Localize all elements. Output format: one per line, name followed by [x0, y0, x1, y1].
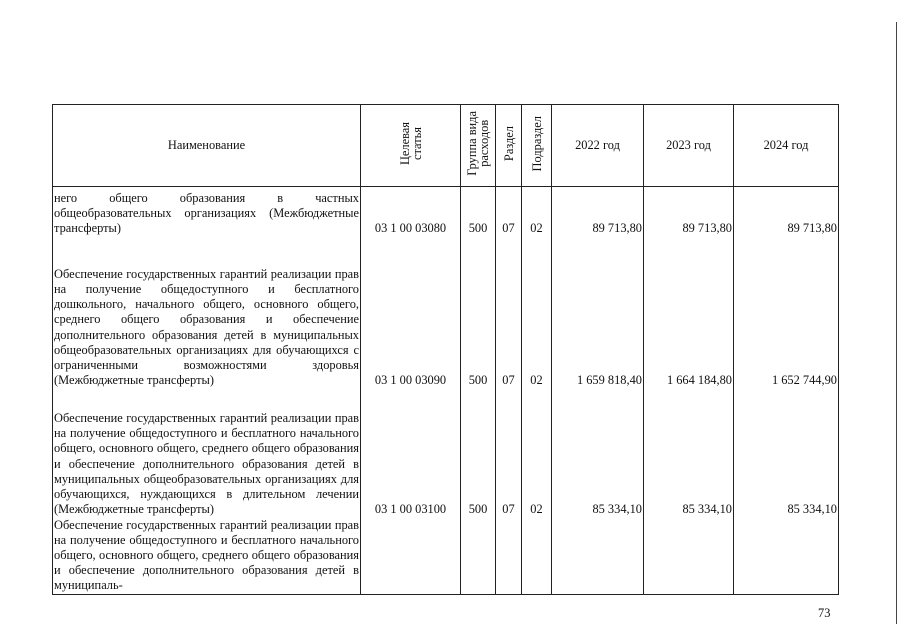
header-expense-group: Группа вида расходов: [461, 105, 496, 187]
row-target-article: 03 1 00 03090: [361, 237, 461, 389]
row-target-article: 03 1 00 03080: [361, 187, 461, 237]
page-edge-line: [896, 22, 897, 624]
row-amount-2022: [552, 518, 644, 595]
table-row: [53, 187, 839, 237]
row-amount-2022: 1 659 818,40: [552, 237, 644, 389]
row-subsection: [522, 518, 552, 595]
row-section: [496, 518, 522, 595]
row-amount-2024: 89 713,80: [734, 187, 839, 237]
header-name: Наименование: [53, 105, 361, 187]
table-header-row: [53, 105, 839, 187]
row-section: 07: [496, 187, 522, 237]
row-target-article: 03 1 00 03100: [361, 389, 461, 518]
row-name: него общего образования в частных общеобразовательных организациях (Межбюджетные трансферты): [53, 187, 361, 237]
row-amount-2022: 85 334,10: [552, 389, 644, 518]
table-row: [53, 389, 839, 518]
row-name: Обеспечение государственных гарантий реализации прав на получение общедоступного и бесплатного начального общего, основного общего, среднего общего образования и обеспечение дополнительного образования детей в муниципаль-: [54, 517, 359, 593]
row-amount-2023: [644, 518, 734, 595]
row-amount-2023: 1 664 184,80: [644, 237, 734, 389]
header-year-2024: 2024 год: [734, 105, 839, 187]
row-amount-2022: 89 713,80: [552, 187, 644, 237]
row-amount-2023: 85 334,10: [644, 389, 734, 518]
row-amount-2024: 85 334,10: [734, 389, 839, 518]
row-amount-2023: 89 713,80: [644, 187, 734, 237]
budget-table: [52, 104, 839, 595]
row-name: Обеспечение государственных гарантий реализации прав на получение общедоступного и бесплатного начального общего, основного общего, среднего общего образования и обеспечение дополнительного образования детей в муниципальных общеобразовательных организациях для обучающихся, нуждающихся в длительном лечении (Межбюджетные трансферты): [53, 389, 361, 518]
row-section: 07: [496, 389, 522, 518]
row-target-article: [361, 518, 461, 595]
header-subsection: Подраздел: [522, 105, 552, 187]
row-subsection: 02: [522, 389, 552, 518]
row-expense-group: 500: [461, 237, 496, 389]
row-subsection: 02: [522, 237, 552, 389]
header-year-2023: 2023 год: [644, 105, 734, 187]
row-section: 07: [496, 237, 522, 389]
table-row: [53, 518, 839, 595]
header-year-2022: 2022 год: [552, 105, 644, 187]
row-subsection: 02: [522, 187, 552, 237]
row-expense-group: [461, 518, 496, 595]
row-expense-group: 500: [461, 187, 496, 237]
header-section: Раздел: [496, 105, 522, 187]
page-number: 73: [818, 606, 831, 620]
row-expense-group: 500: [461, 389, 496, 518]
row-amount-2024: [734, 518, 839, 595]
row-name: Обеспечение государственных гарантий реализации прав на получение общедоступного и бесплатного дошкольного, начального общего, основного общего, среднего общего образования и обеспечение дополнительного образования детей в муниципальных общеобразовательных организациях для обучающихся с ограниченными возможностями здоровья (Межбюджетные трансферты): [53, 237, 361, 389]
table-row: [53, 237, 839, 389]
row-amount-2024: 1 652 744,90: [734, 237, 839, 389]
header-target-article: Целевая статья: [361, 105, 461, 187]
